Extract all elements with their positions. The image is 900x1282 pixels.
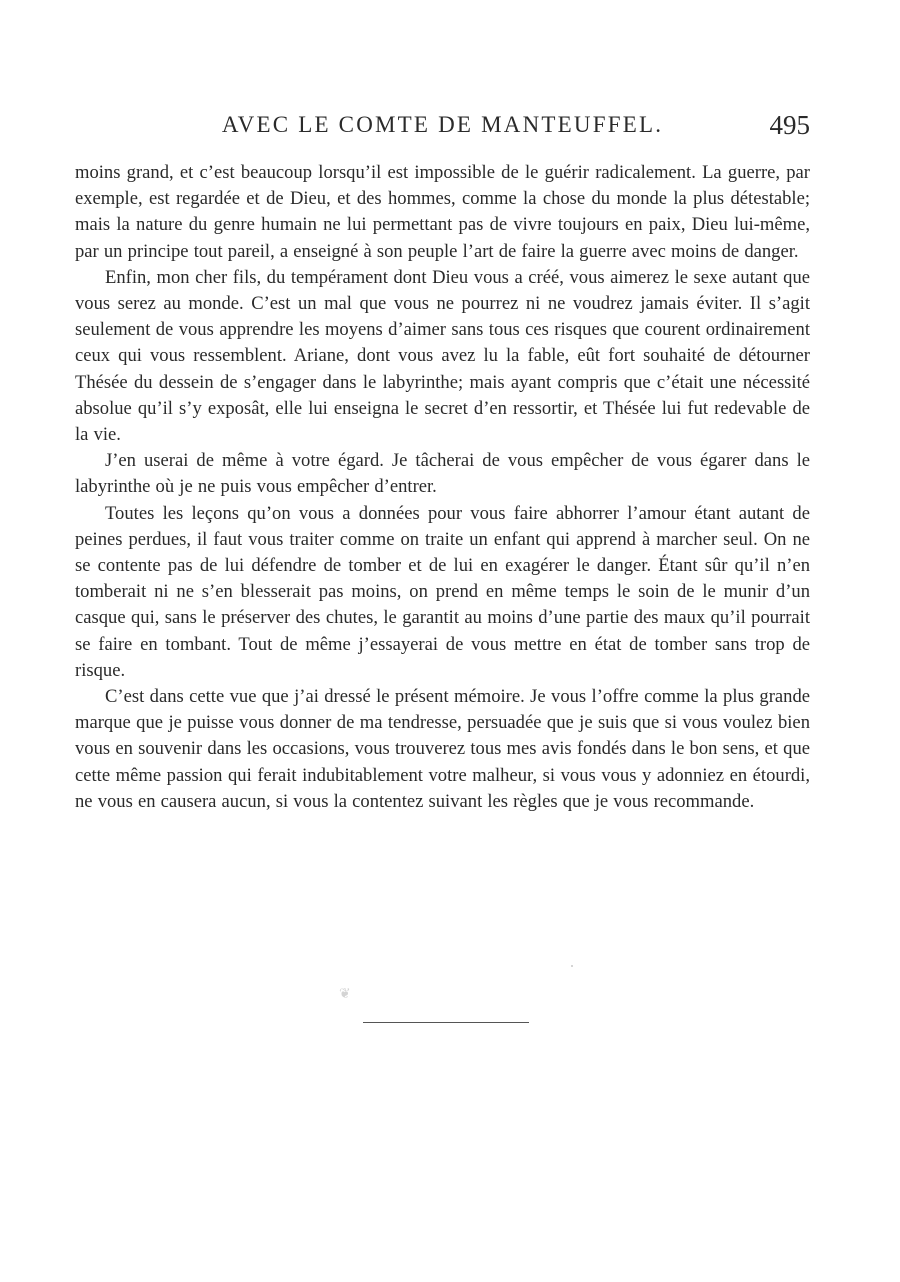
paragraph: Toutes les leçons qu’on vous a données pour vous faire abhorrer l’amour étant autant de peines perdues, il faut vous traiter comme on traite un enfant qui apprend à marcher seul. On ne se contente pas de lui défendre de tomber et de lui en exagérer le danger. Étant sûr qu’il n’en tomberait ni ne s’en blesserait pas moins, on prend en même temps le soin de le munir d’un casque qui, sans le préserver des chutes, le garantit au moins d’une partie des maux qu’il pourrait se faire en tombant. Tout de même j’essayerai de vous mettre en état de tomber sans trop de risque. [75,502,810,681]
body-text [75,160,810,815]
paper-speck [571,965,573,967]
page-header [75,112,810,148]
end-rule [363,1022,529,1023]
paragraph: Enfin, mon cher fils, du tempérament dont Dieu vous a créé, vous aimerez le sexe autant que vous serez au monde. C’est un mal que vous ne pourrez ni ne voudrez jamais éviter. Il s’agit seulement de vous apprendre les moyens d’aimer sans tous ces risques que courent ordinairement ceux qui vous ressemblent. Ariane, dont vous avez lu la fable, eût fort souhaité de détourner Thésée du dessein de s’engager dans le labyrinthe; mais ayant compris que c’était une nécessité absolue qu’il s’y exposât, elle lui enseigna le secret d’en ressortir, et Thésée lui fut redevable de la vie. [75,266,810,446]
running-head: AVEC LE COMTE DE MANTEUFFEL. [221,112,664,137]
page-number: 495 [769,110,810,140]
paragraph-continued: moins grand, et c’est beaucoup lorsqu’il est impossible de le guérir radicalement. La guerre, par exemple, est regardée et de Dieu, et des hommes, comme la chose du monde la plus détestable; mais la nature du genre humain ne lui permettant pas de vivre toujours en paix, Dieu lui-même, par un principe tout pareil, a enseigné à son peuple l’art de faire la guerre avec moins de danger. [75,162,810,262]
paragraph: C’est dans cette vue que j’ai dressé le présent mémoire. Je vous l’offre comme la plus grande marque que je puisse vous donner de ma tendresse, persuadée que je suis que si vous voulez bien vous en souvenir dans les occasions, vous trouverez tous mes avis fondés dans le bon sens, et que cette même passion qui ferait indubitablement votre malheur, si vous vous y adonniez en étourdi, ne vous en causera aucun, si vous la contentez suivant les règles que je vous recommande. [75,686,810,812]
paragraph: J’en userai de même à votre égard. Je tâcherai de vous empêcher de vous égarer dans le labyrinthe où je ne puis vous empêcher d’entrer. [75,450,810,498]
faint-fleuron-icon: ❦ [339,987,351,1002]
